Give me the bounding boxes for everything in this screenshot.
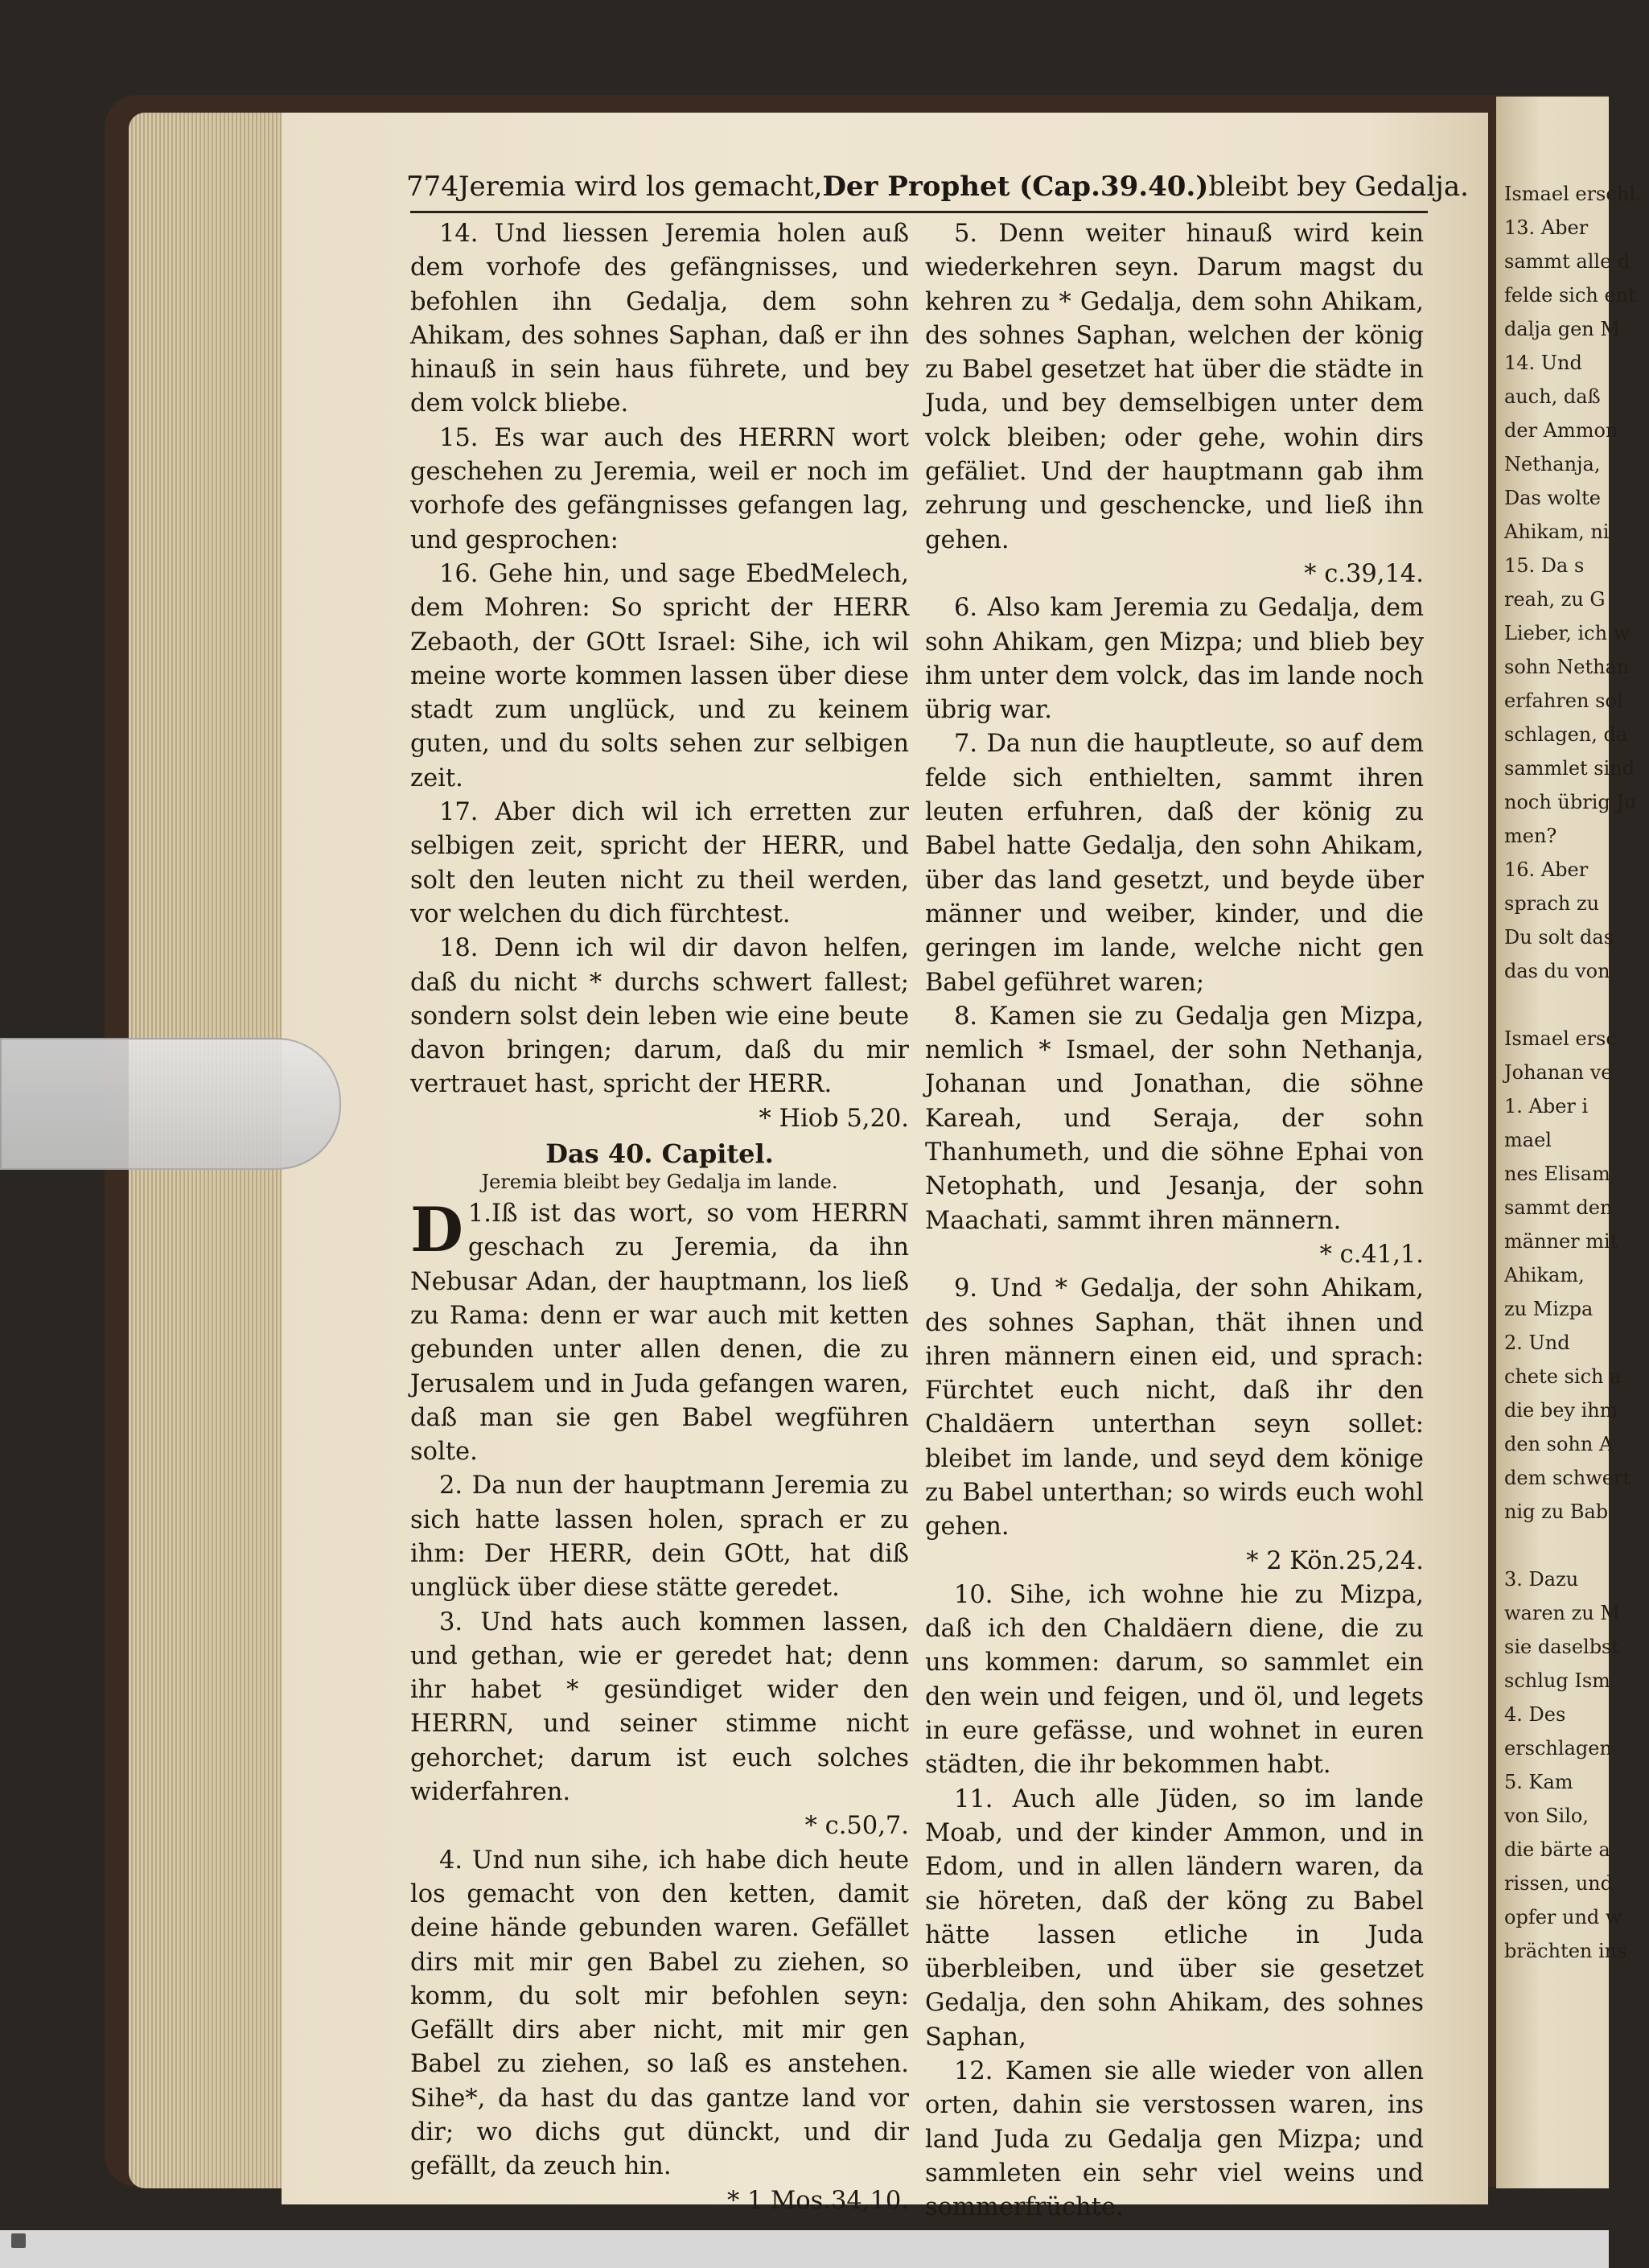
verse-15: 15. Es war auch des HERRN wort geschehen zu Jeremia, weil er noch im vorhofe des gefängnisses gefangen lag, und gesprochen: xyxy=(410,423,909,554)
facing-page-line: die bey ihm xyxy=(1504,1399,1618,1422)
viewer-footer-bar xyxy=(0,2230,1609,2268)
facing-page-line: Ismael ersc xyxy=(1504,1027,1617,1050)
facing-page-line: nig zu Bab xyxy=(1504,1500,1609,1523)
library-logo xyxy=(6,2233,31,2264)
facing-page-line: Lieber, ich w xyxy=(1504,622,1630,644)
facing-page-line: 3. Dazu xyxy=(1504,1568,1579,1591)
facing-page-line: Nethanja, xyxy=(1504,453,1601,475)
facing-page-line: dem schwert xyxy=(1504,1467,1631,1489)
facing-page-line: brächten ins xyxy=(1504,1940,1627,1962)
facing-page-line: 14. Und xyxy=(1504,352,1582,374)
verse-2: 2. Da nun der hauptmann Jeremia zu sich hatte lassen holen, sprach er zu ihm: Der HERR, dein GOtt, hat diß unglück über diese stätte geredet. xyxy=(410,1472,909,1603)
drop-cap: D xyxy=(410,1194,463,1266)
verse-3: 3. Und hats auch kommen lassen, und gethan, wie er geredet hat; denn ihr habet * gesündiget wider den HERRN, und seiner stimme nicht gehorchet; darum ist euch solches widerfahren. xyxy=(410,1607,909,1807)
verse-1-text: Iß ist das wort, so vom HERRN geschach zu Jeremia, da ihn Nebusar Adan, der hauptmann, los ließ zu Rama: denn er war auch mit ketten gebunden unter allen denen, die zu Jerusalem und in Juda gefangen waren, daß man sie gen Babel wegführen solte. xyxy=(410,1200,909,1467)
facing-page-line: rissen, und xyxy=(1504,1872,1613,1895)
facing-page-line: men? xyxy=(1504,825,1557,847)
facing-page-line: Ahikam, xyxy=(1504,1264,1585,1286)
right-column xyxy=(925,217,1424,2259)
facing-page-fragment xyxy=(1496,97,1642,2188)
verse-9: 9. Und * Gedalja, der sohn Ahikam, des sohnes Saphan, thät ihnen und ihren männern einen eid, und sprach: Fürchtet euch nicht, daß ihr den Chaldäern unterthan seyn sollet: bleibet im lande, und seyd dem könige zu Babel unterthan; so wirds euch wohl gehen. xyxy=(925,1274,1424,1541)
facing-page-line: sprach zu xyxy=(1504,892,1600,915)
running-title-right: bleibt bey Gedalja. xyxy=(1208,171,1469,203)
facing-page-line: sie daselbst xyxy=(1504,1636,1620,1658)
facing-page-line: 15. Da s xyxy=(1504,554,1585,577)
facing-page-line: 13. Aber xyxy=(1504,216,1589,239)
facing-page-line: von Silo, xyxy=(1504,1805,1589,1827)
facing-page-line: Ahikam, ni xyxy=(1504,521,1610,543)
verse-11: 11. Auch alle Jüden, so im lande Moab, und der kinder Ammon, und in Edom, und in allen ländern waren, da sie höreten, daß der köng zu Babel hätte lassen etliche in Juda überbleiben, und über sie gesetzet Gedalja, den sohn Ahikam, des sohnes Saphan, xyxy=(925,1784,1424,2052)
library-logo-icon xyxy=(11,2233,26,2248)
verse-5: 5. Denn weiter hinauß wird kein wiederkehren seyn. Darum magst du kehren zu * Gedalja, dem sohn Ahikam, des sohnes Saphan, welchen der könig zu Babel gesetzet hat über die städte in Juda, und bey demselbigen unter dem volck bleiben; oder gehe, wohin dirs gefäliet. Und der hauptmann gab ihm zehrung und geschencke, und ließ ihn gehen. xyxy=(925,220,1424,554)
verse-10: 10. Sihe, ich wohne hie zu Mizpa, daß ich den Chaldäern diene, die zu uns kommen: darum, so sammlet ein den wein und feigen, und öl, und legets in eure gefässe, und wohnet in euren städten, die ihr bekommen habt. xyxy=(925,1580,1424,1780)
left-column xyxy=(410,217,909,2218)
verse-4: 4. Und nun sihe, ich habe dich heute los gemacht von den ketten, damit deine hände gebunden waren. Gefället dirs mit mir gen Babel zu ziehen, so komm, du solt mir befohlen seyn: Gefällt dirs aber nicht, mit mir gen Babel zu ziehen, so laß es anstehen. Sihe*, da hast du das gantze land vor dir; wo dichs gut dünckt, und dir gefällt, da zeuch hin. xyxy=(410,1846,909,2181)
facing-page-line: schlagen, da xyxy=(1504,723,1628,746)
cross-reference: * c.39,14. xyxy=(1304,559,1424,588)
facing-page-line: sohn Nethan xyxy=(1504,656,1630,678)
facing-page-line: chete sich a xyxy=(1504,1365,1622,1388)
facing-page-line: Das wolte xyxy=(1504,487,1602,509)
facing-page-line: der Ammon xyxy=(1504,419,1618,442)
facing-page-line: mael xyxy=(1504,1129,1552,1151)
bookmark-clip xyxy=(0,1038,341,1170)
facing-page-line: die bärte a xyxy=(1504,1838,1610,1861)
running-title-center: Der Prophet (Cap.39.40.) xyxy=(822,171,1209,203)
facing-page-line: sammt den xyxy=(1504,1196,1613,1219)
facing-page-line: felde sich ent xyxy=(1504,284,1636,307)
facing-page-line: erfahren sol xyxy=(1504,689,1623,712)
facing-page-line: sammt alle d xyxy=(1504,250,1630,273)
running-header xyxy=(406,171,1469,209)
facing-page-line: erschlagen xyxy=(1504,1737,1612,1760)
facing-page-line: Du solt das xyxy=(1504,926,1614,949)
cross-reference: * 2 Kön.25,24. xyxy=(1246,1546,1424,1575)
facing-page-line: Ismael erschl. xyxy=(1504,183,1642,205)
verse-1 xyxy=(410,1194,909,1469)
facing-page-line: dalja gen M xyxy=(1504,318,1620,340)
facing-page-line: männer mit xyxy=(1504,1230,1618,1253)
verse-1-number: 1. xyxy=(467,1200,492,1229)
chapter-heading: Das 40. Capitel. xyxy=(545,1138,774,1170)
facing-page-line: reah, zu G xyxy=(1504,588,1606,611)
facing-page-line: nes Elisam xyxy=(1504,1163,1610,1185)
header-rule xyxy=(410,211,1428,213)
verse-16: 16. Gehe hin, und sage EbedMelech, dem Mohren: So spricht der HERR Zebaoth, der GOtt Israel: Sihe, ich wil meine worte kommen lassen über diese stadt zum unglück, und zu keinem guten, und du solts sehen zur selbigen zeit. xyxy=(410,559,909,792)
facing-page-line: Johanan ve xyxy=(1504,1061,1613,1084)
facing-page-line xyxy=(1504,1529,1649,1562)
facing-page-line: das du von xyxy=(1504,960,1610,982)
facing-page-line: 1. Aber i xyxy=(1504,1095,1589,1118)
verse-8: 8. Kamen sie zu Gedalja gen Mizpa, nemlich * Ismael, der sohn Nethanja, Johanan und Jonathan, die söhne Kareah, und Seraja, der sohn Thanhumeth, und die söhne Ephai von Netophath, und Jesanja, der sohn Maachati, sammt ihren männern. xyxy=(925,1002,1424,1235)
facing-page-line: zu Mizpa xyxy=(1504,1298,1593,1320)
cross-reference: * c.50,7. xyxy=(804,1812,909,1841)
facing-page-line: schlug Ism xyxy=(1504,1669,1610,1692)
chapter-summary: Jeremia bleibt bey Gedalja im lande. xyxy=(481,1171,838,1194)
page-number: 774 xyxy=(406,171,459,203)
cross-reference: * c.41,1. xyxy=(1319,1240,1424,1269)
facing-page-line: den sohn A xyxy=(1504,1433,1614,1455)
verse-17: 17. Aber dich wil ich erretten zur selbigen zeit, spricht der HERR, und solt den leuten nicht zu theil werden, vor welchen du dich fürchtest. xyxy=(410,798,909,928)
facing-page-line: 4. Des xyxy=(1504,1703,1566,1726)
running-title-left: Jeremia wird los gemacht, xyxy=(458,171,823,203)
facing-page-line: noch übrig Ju xyxy=(1504,791,1637,813)
verse-14: 14. Und liessen Jeremia holen auß dem vorhofe des gefängnisses, und befohlen ihn Gedalja, dem sohn Ahikam, des sohnes Saphan, daß er ihn hinauß in sein haus führete, und bey dem volck bliebe. xyxy=(410,220,909,418)
facing-page-line: waren zu M xyxy=(1504,1602,1620,1624)
verse-6: 6. Also kam Jeremia zu Gedalja, dem sohn Ahikam, gen Mizpa; und blieb bey ihm unter dem volck, das im lande noch übrig war. xyxy=(925,594,1424,725)
facing-page-line: auch, daß xyxy=(1504,385,1601,408)
cross-reference: * Hiob 5,20. xyxy=(759,1104,909,1133)
facing-page-line: 5. Kam xyxy=(1504,1771,1573,1793)
facing-page-line: sammlet sind xyxy=(1504,757,1635,780)
facing-page-line: opfer und w xyxy=(1504,1906,1622,1928)
verse-12: 12. Kamen sie alle wieder von allen orten, dahin sie verstossen waren, ins land Juda zu Gedalja gen Mizpa; und sammleten ein sehr viel weins und sommerfrüchte. xyxy=(925,2057,1424,2222)
cross-reference: * 1 Mos.34,10. xyxy=(727,2186,909,2215)
facing-page-line: 2. Und xyxy=(1504,1332,1570,1354)
verse-18: 18. Denn ich wil dir davon helfen, daß du nicht * durchs schwert fallest; sondern solst dein leben wie eine beute davon bringen; darum, daß du mir vertrauet hast, spricht der HERR. xyxy=(410,934,909,1099)
facing-page-line xyxy=(1504,988,1649,1022)
verse-7: 7. Da nun die hauptleute, so auf dem felde sich enthielten, sammt ihren leuten erfuhren, daß der könig zu Babel hatte Gedalja, den sohn Ahikam, über das land gesetzt, und beyde über männer und weiber, kinder, und die geringen im lande, welche nicht gen Babel geführet waren; xyxy=(925,730,1424,997)
facing-page-text xyxy=(1504,177,1649,1968)
facing-page-line: 16. Aber xyxy=(1504,858,1589,881)
